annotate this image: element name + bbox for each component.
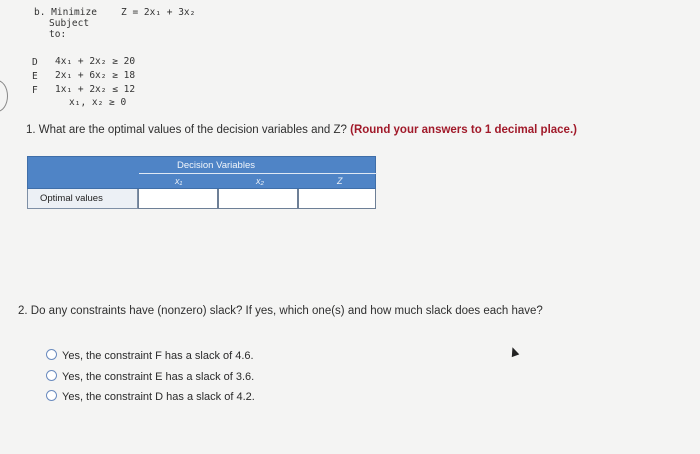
z-answer-input[interactable] — [298, 189, 376, 209]
radio-button[interactable] — [46, 390, 57, 401]
radio-button[interactable] — [46, 349, 57, 360]
decision-variables-header: Decision Variables — [177, 160, 255, 171]
nonnegativity-constraint: x₁, x₂ ≥ 0 — [69, 97, 127, 108]
column-x2: x₂ — [256, 176, 264, 186]
problem-header: b. Minimize — [34, 7, 97, 18]
x1-answer-input[interactable] — [138, 189, 218, 209]
question-1 — [26, 124, 577, 136]
constraint-label-d: D — [32, 57, 38, 68]
question-2-text: 2. Do any constraints have (nonzero) slack? If yes, which one(s) and how much slack does each have? — [18, 305, 543, 317]
subject-label: Subject — [49, 18, 90, 29]
option-e-slack[interactable] — [46, 370, 254, 383]
column-z: Z — [337, 176, 343, 186]
mouse-cursor-icon — [509, 346, 520, 357]
to-label: to: — [49, 29, 67, 40]
option-label: Yes, the constraint E has a slack of 3.6. — [62, 371, 255, 383]
constraint-label-f: F — [32, 85, 38, 96]
rounding-note: (Round your answers to 1 decimal place.) — [350, 124, 577, 136]
constraint-e: 2x₁ + 6x₂ ≥ 18 — [55, 70, 136, 81]
constraint-f: 1x₁ + 2x₂ ≤ 12 — [55, 84, 136, 95]
question-1-text: 1. What are the optimal values of the decision variables and Z? — [26, 124, 347, 136]
table-header — [27, 156, 376, 189]
option-label: Yes, the constraint F has a slack of 4.6. — [62, 350, 254, 362]
option-d-slack[interactable] — [46, 390, 255, 403]
x2-answer-input[interactable] — [218, 189, 298, 209]
option-label: Yes, the constraint D has a slack of 4.2. — [62, 391, 255, 403]
column-x1: x₁ — [175, 176, 183, 186]
radio-button[interactable] — [46, 370, 57, 381]
header-divider — [139, 173, 377, 174]
partial-circle-decoration — [0, 80, 8, 112]
option-f-slack[interactable] — [46, 349, 254, 362]
optimal-values-label: Optimal values — [27, 189, 138, 209]
constraint-d: 4x₁ + 2x₂ ≥ 20 — [55, 56, 136, 67]
objective-function: Z = 2x₁ + 3x₂ — [121, 7, 196, 18]
constraint-label-e: E — [32, 71, 38, 82]
